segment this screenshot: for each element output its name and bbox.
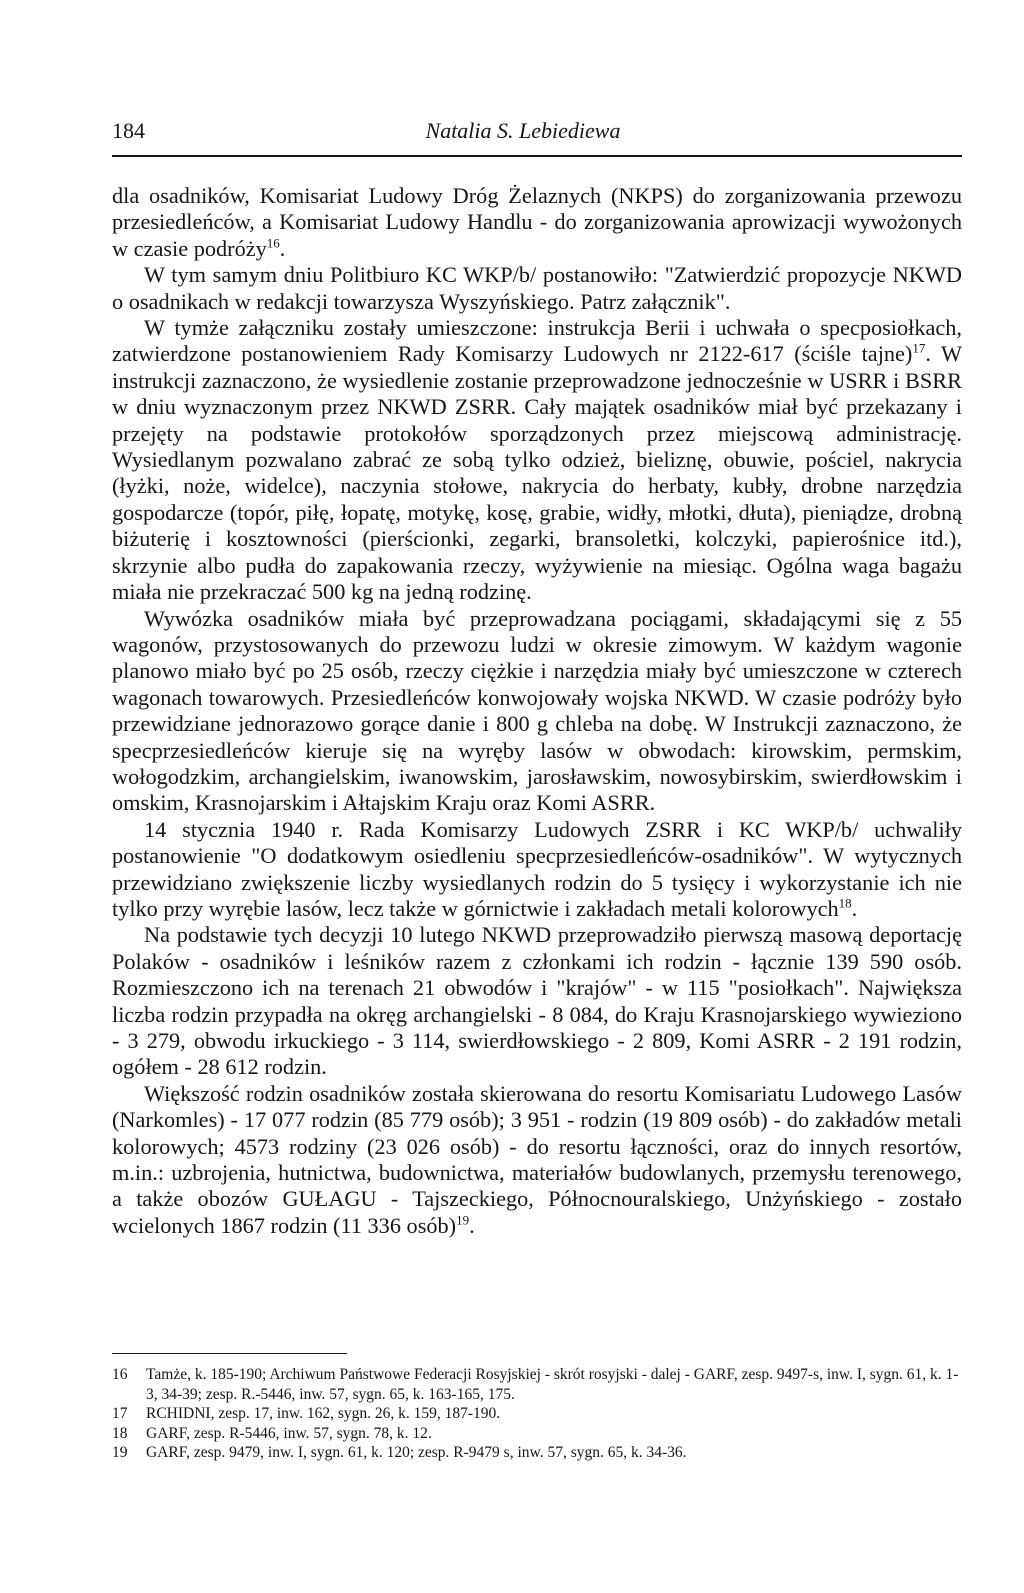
paragraph (112, 1081, 962, 1239)
footnote-text: RCHIDNI, zesp. 17, inw. 162, sygn. 26, k. 159, 187-190. (146, 1405, 501, 1422)
footnote-text: GARF, zesp. 9479, inw. I, sygn. 61, k. 120; zesp. R-9479 s, inw. 57, sygn. 65, k. 34-36. (146, 1444, 687, 1461)
text-run: Na podstawie tych decyzji 10 lutego NKWD przeprowadziło pierwszą masową deportację Polaków - osadników i leśników razem z członkami ich rodzin - łącznie 139 590 osób. Rozmieszczono ich na terenach 21 obwodów i "krajów" - w 115 "posiołkach". Największa liczba rodzin przypadła na okręg archangielski - 8 084, do Kraju Krasnojarskiego wywieziono - 3 279, obwodu irkuckiego - 3 114, swierdłowskiego - 2 809, Komi ASRR - 2 191 rodzin, ogółem - 28 612 rodzin. (112, 922, 962, 1080)
text-run: W tymże załączniku zostały umieszczone: instrukcja Berii i uchwała o specposiołkach, zatwierdzone postanowieniem Rady Komisarzy Ludowych nr 2122-617 (ściśle tajne) (112, 315, 962, 367)
paragraph (112, 817, 962, 923)
text-run: . (279, 235, 286, 261)
text-run: . (851, 895, 858, 921)
text-run: Większość rodzin osadników została skierowana do resortu Komisariatu Ludowego Lasów (Narkomles) - 17 077 rodzin (85 779 osób); 3 951 - rodzin (19 809 osób) - do zakładów metali kolorowych; 4573 rodziny (23 026 osób) - do resortu łączności, oraz do innych resortów, m.in.: uzbrojenia, hutnictwa, budownictwa, materiałów budowlanych, przemysłu terenowego, a także obozów GUŁAGU - Tajszeckiego, Północnouralskiego, Unżyńskiego - zostało wcielonych 1867 rodzin (11 336 osób) (112, 1080, 962, 1238)
main-text (112, 183, 962, 1239)
footnote-text: GARF, zesp. R-5446, inw. 57, sygn. 78, k. 12. (146, 1424, 432, 1442)
footnote-number: 19 (112, 1444, 128, 1461)
footnote-ref: 19 (456, 1212, 470, 1228)
footnote-number: 16 (112, 1366, 128, 1383)
footnote-ref: 17 (912, 341, 926, 357)
footnote-ref: 16 (266, 235, 280, 251)
footnote (112, 1424, 962, 1444)
footnote-number: 17 (112, 1405, 128, 1422)
footnote (112, 1443, 962, 1463)
footnote-separator (112, 1353, 347, 1354)
text-run: . (469, 1212, 475, 1238)
page-number: 184 (112, 118, 145, 143)
text-run: dla osadników, Komisariat Ludowy Dróg Żelaznych (NKPS) do zorganizowania przewozu przesiedleńców, a Komisariat Ludowy Handlu - do zorganizowania aprowizacji wywożonych w czasie podróży (112, 183, 962, 261)
paragraph (112, 606, 962, 817)
text-run: Wywózka osadników miała być przeprowadzana pociągami, składającymi się z 55 wagonów, przystosowanych do przewozu ludzi w okresie zimowym. W każdym wagonie planowo miało być po 25 osób, rzeczy ciężkie i narzędzia miały być umieszczone w czterech wagonach towarowych. Przesiedleńców konwojowały wojska NKWD. W czasie podróży było przewidziane jednorazowo gorące danie i 800 g chleba na dobę. W Instrukcji zaznaczono, że specprzesiedleńców kieruje się na wyręby lasów w obwodach: kirowskim, permskim, wołogodzkim, archangielskim, iwanowskim, jarosławskim, nowosybirskim, swierdłowskim i omskim, Krasnojarskim i Ałtajskim Kraju oraz Komi ASRR. (112, 605, 962, 816)
footnote-text: Tamże, k. 185-190; Archiwum Państwowe Federacji Rosyjskiej - skrót rosyjski - dalej - GARF, zesp. 9497-s, inw. I, sygn. 61, k. 1-3, 34-39; zesp. R.-5446, inw. 57, sygn. 65, k. 163-165, 175. (146, 1366, 959, 1403)
text-run: 14 stycznia 1940 r. Rada Komisarzy Ludowych ZSRR i KC WKP/b/ uchwaliły postanowienie "O dodatkowym osiedleniu specprzesiedleńców-osadników". W wytycznych przewidziano zwiększenie liczby wysiedlanych rodzin do 5 tysięcy i wykorzystanie ich nie tylko przy wyrębie lasów, lecz także w górnictwie i zakładach metali kolorowych (112, 816, 962, 921)
text-run: W tym samym dniu Politbiuro KC WKP/b/ postanowiło: "Zatwierdzić propozycje NKWD o osadnikach w redakcji towarzysza Wyszyńskiego. Patrz załącznik". (112, 262, 962, 314)
footnote-number: 18 (112, 1424, 128, 1442)
footnote (112, 1365, 962, 1404)
paragraph (112, 183, 962, 262)
text-run: . W instrukcji zaznaczono, że wysiedlenie zostanie przeprowadzone jednocześnie w USRR i BSRR w dniu wyznaczonym przez NKWD ZSRR. Cały majątek osadników miał być przekazany i przejęty na podstawie protokołów sporządzonych przez miejscową administrację. Wysiedlanym pozwalano zabrać ze sobą tylko odzież, bieliznę, obuwie, pościel, nakrycia (łyżki, noże, widelce), naczynia stołowe, nakrycia do herbaty, kubły, drobne narzędzia gospodarcze (topór, piłę, łopatę, motykę, kosę, grabie, widły, młotki, dłuta), pieniądze, drobną biżuterię i kosztowności (pierścionki, zegarki, bransoletki, kolczyki, papierośnice itd.), skrzynie albo pudła do zapakowania rzeczy, wyżywienie na miesiąc. Ogólna waga bagażu miała nie przekraczać 500 kg na jedną rodzinę. (112, 341, 962, 605)
paragraph (112, 262, 962, 315)
paragraph (112, 922, 962, 1080)
header-rule (112, 155, 962, 157)
footnotes (112, 1365, 962, 1463)
running-title: Natalia S. Lebiediewa (425, 118, 621, 143)
footnote (112, 1404, 962, 1424)
page-header (83, 118, 963, 154)
footnote-ref: 18 (838, 895, 852, 911)
paragraph (112, 315, 962, 605)
